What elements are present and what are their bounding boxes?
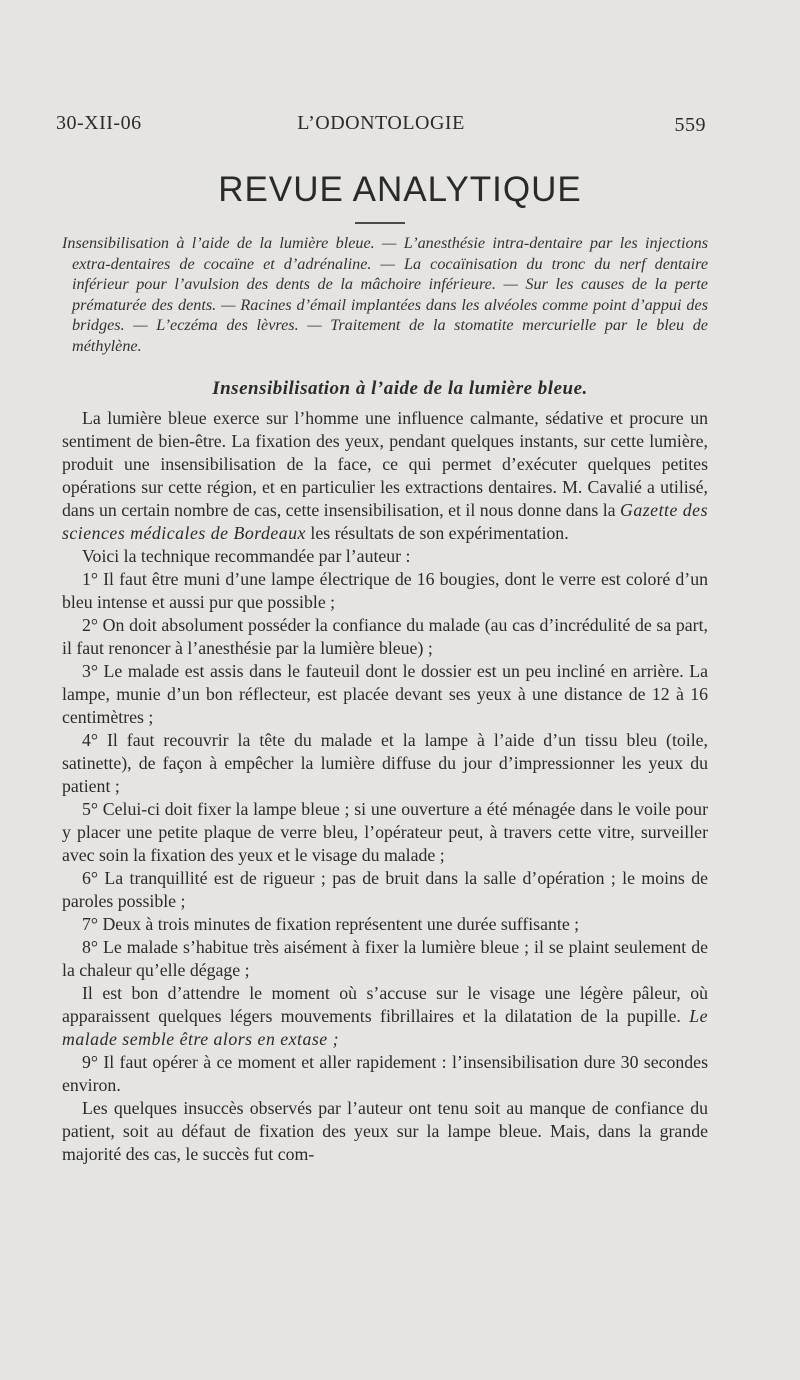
extase-phrase: Le malade semble être alors en extase ; — [62, 1006, 708, 1049]
step-9: 9° Il faut opérer à ce moment et aller rapidement : l’insensibilisation dure 30 secondes environ. — [62, 1052, 708, 1095]
step-8: 8° Le malade s’habitue très aisément à fixer la lumière bleue ; il se plaint seulement de la chaleur qu’elle dégage ; — [62, 937, 708, 980]
intro-paragraph — [62, 407, 708, 545]
wait-text: Il est bon d’attendre le moment où s’accuse sur le visage une légère pâleur, où apparaissent quelques légers mouvements fibrillaires et la dilatation de la pupille. — [62, 983, 708, 1026]
journal-name: L’ODONTOLOGIE — [297, 112, 465, 134]
technique-intro: Voici la technique recommandée par l’auteur : — [82, 546, 411, 566]
step-5: 5° Celui-ci doit fixer la lampe bleue ; si une ouverture a été ménagée dans le voile pour y placer une petite plaque de verre bleu, l’opérateur peut, à travers cette vitre, surveiller avec soin la fixation des yeux et le visage du malade ; — [62, 799, 708, 865]
section-heading: Insensibilisation à l’aide de la lumière bleue. — [212, 378, 588, 399]
intro-text-end: les résultats de son expérimentation. — [305, 523, 569, 543]
step-6: 6° La tranquillité est de rigueur ; pas de bruit dans la salle d’opération ; le moins de paroles possible ; — [62, 868, 708, 911]
contents-summary: Insensibilisation à l’aide de la lumière bleue. — L’anesthésie intra-dentaire par les injections extra-dentaires de cocaïne et d’adrénaline. — La cocaïnisation du tronc du nerf dentaire inférieur pour l’avulsion des dents de la mâchoire inférieure. — Sur les causes de la perte prématurée des dents. — Racines d’émail implantées dans les alvéoles comme point d’appui des bridges. — L’eczéma des lèvres. — Traitement de la stomatite mercurielle par le bleu de méthylène. — [62, 234, 708, 355]
page-title: REVUE ANALYTIQUE — [218, 170, 582, 209]
title-divider — [355, 222, 405, 224]
step-2: 2° On doit absolument posséder la confiance du malade (au cas d’incrédulité de sa part, il faut renoncer à l’anesthésie par la lumière bleue) ; — [62, 615, 708, 658]
source-citation: Gazette des sciences médicales de Bordeaux — [62, 500, 708, 543]
intro-text: La lumière bleue exerce sur l’homme une influence calmante, sédative et procure un sentiment de bien-être. La fixation des yeux, pendant quelques instants, sur cette lumière, produit une insensibilisation de la face, ce qui permet d’exécuter quelques petites opérations sur cette région, et en particulier les extractions dentaires. M. Cavalié a utilisé, dans un certain nombre de cas, cette insensibilisation, et il nous donne dans la — [62, 408, 708, 520]
closing-paragraph: Les quelques insuccès observés par l’auteur ont tenu soit au manque de confiance du patient, soit au défaut de fixation des yeux sur la lampe bleue. Mais, dans la grande majorité des cas, le succès fut com- — [62, 1098, 708, 1164]
issue-date: 30-XII-06 — [56, 112, 142, 134]
step-7: 7° Deux à trois minutes de fixation représentent une durée suffisante ; — [82, 914, 580, 934]
step-1: 1° Il faut être muni d’une lampe électrique de 16 bougies, dont le verre est coloré d’un bleu intense et aussi pur que possible ; — [62, 569, 708, 612]
step-3: 3° Le malade est assis dans le fauteuil dont le dossier est un peu incliné en arrière. La lampe, munie d’un bon réflecteur, est placée devant ses yeux à une distance de 12 à 16 centimètres ; — [62, 661, 708, 727]
step-4: 4° Il faut recouvrir la tête du malade et la lampe à l’aide d’un tissu bleu (toile, satinette), de façon à empêcher la lumière diffuse du jour d’impressionner les yeux du patient ; — [62, 730, 708, 796]
page-number: 559 — [674, 114, 706, 136]
running-header — [56, 112, 706, 142]
article-body — [62, 407, 708, 1166]
wait-paragraph — [62, 982, 708, 1051]
